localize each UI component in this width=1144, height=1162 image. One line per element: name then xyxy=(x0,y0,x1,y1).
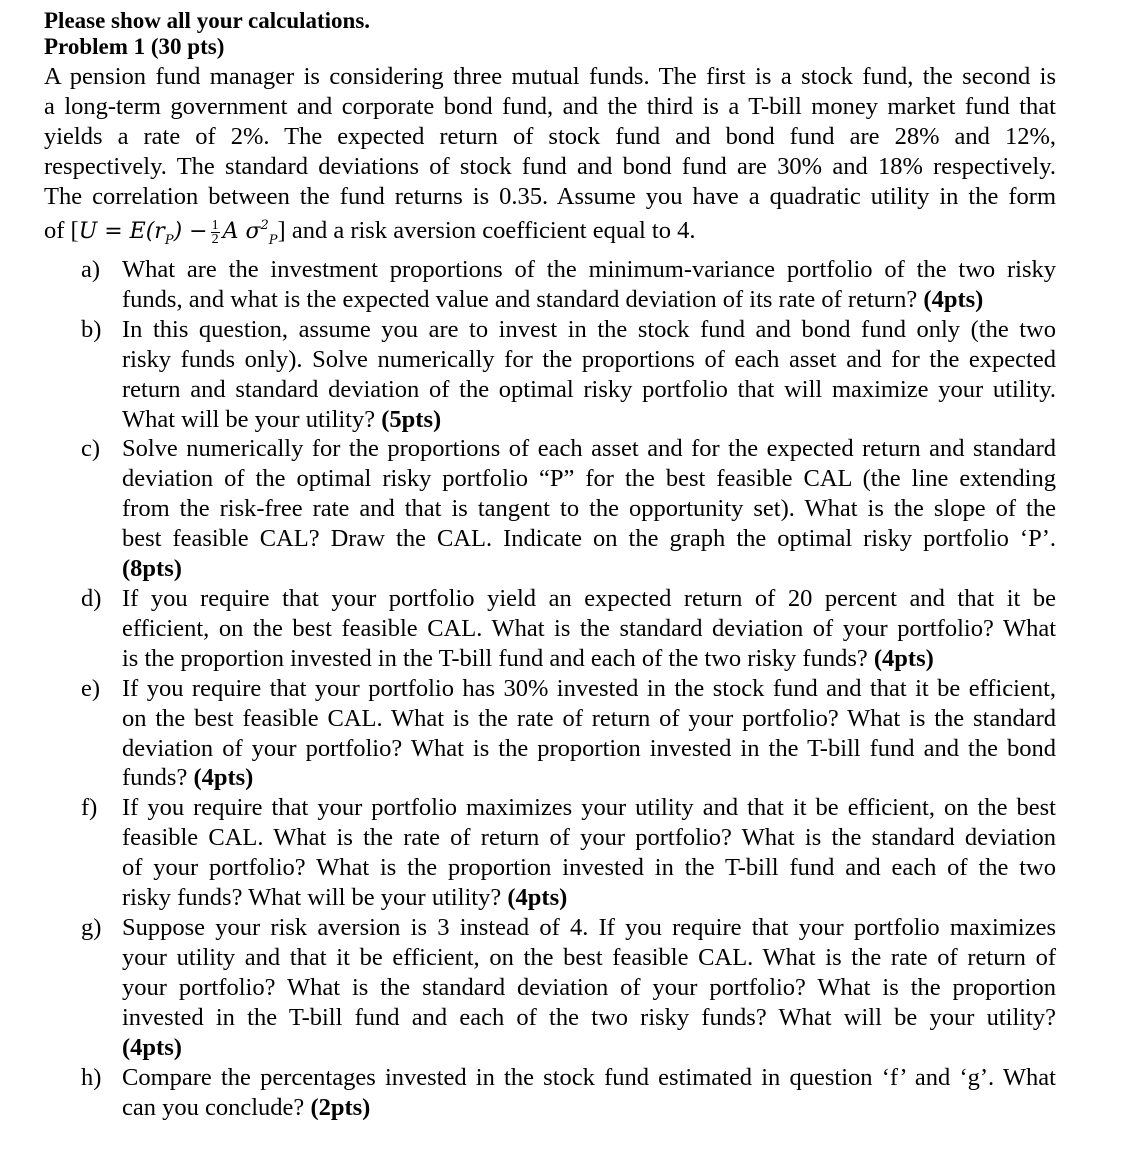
question-b-line: risky funds only). Solve numerically for the proportions of each asset and for the expected xyxy=(122,346,1056,373)
problem-title: Problem 1 (30 pts) xyxy=(44,34,225,59)
question-f-points: (4pts) xyxy=(507,884,568,911)
question-f-line: If you require that your portfolio maximizes your utility and that it be efficient, on the best xyxy=(122,794,1056,821)
question-c-line xyxy=(122,554,1056,584)
question-f-letter: f) xyxy=(81,794,98,821)
question-g-line xyxy=(122,1033,1056,1063)
question-f-line: risky funds? What will be your utility? (4pts) xyxy=(122,884,568,911)
question-d-line: efficient, on the best feasible CAL. What is the standard deviation of your portfolio? What xyxy=(122,615,1056,642)
question-a-line: funds, and what is the expected value and standard deviation of its rate of return? (4pts) xyxy=(122,286,984,313)
formula-rparen: ) − xyxy=(173,219,208,244)
fraction-denominator: 2 xyxy=(211,231,219,247)
formula-rhs: A σ xyxy=(222,219,261,244)
question-b-points: (5pts) xyxy=(381,406,442,433)
question-g-line: Suppose your risk aversion is 3 instead of 4. If you require that your portfolio maximizes xyxy=(122,914,1056,941)
question-g-letter: g) xyxy=(81,914,102,941)
question-c-line: Solve numerically for the proportions of each asset and for the expected return and standard xyxy=(122,435,1056,462)
question-e-letter: e) xyxy=(81,675,101,702)
question-b-line: What will be your utility? (5pts) xyxy=(122,406,442,433)
intro-line: The correlation between the fund returns is 0.35. Assume you have a quadratic utility in the form xyxy=(44,183,1056,210)
question-h-letter: h) xyxy=(81,1064,102,1091)
formula-lhs: U = E(r xyxy=(78,219,165,244)
question-c-letter: c) xyxy=(81,435,101,462)
question-g-line: your portfolio? What is the standard deviation of your portfolio? What is the proportion xyxy=(122,974,1056,1001)
formula-prefix: of [ xyxy=(44,217,79,244)
formula-subscript: P xyxy=(164,232,174,248)
question-d-points: (4pts) xyxy=(873,645,934,672)
question-h-line: can you conclude? (2pts) xyxy=(122,1094,371,1121)
question-g-points: (4pts) xyxy=(122,1034,182,1061)
question-g-line: invested in the T-bill fund and each of the two risky funds? What will be your utility? xyxy=(122,1004,1056,1031)
question-c-points: (8pts) xyxy=(122,555,182,582)
question-e-line: deviation of your portfolio? What is the proportion invested in the T-bill fund and the bond xyxy=(122,735,1056,762)
fraction-numerator: 1 xyxy=(211,217,219,233)
question-h-line: Compare the percentages invested in the stock fund estimated in question ‘f’ and ‘g’. What xyxy=(122,1064,1056,1091)
formula-subscript: P xyxy=(268,232,278,248)
question-e-points: (4pts) xyxy=(193,764,254,791)
intro-line: respectively. The standard deviations of stock fund and bond fund are 30% and 18% respectively. xyxy=(44,153,1056,180)
question-e-line: funds? (4pts) xyxy=(122,764,254,791)
question-a-letter: a) xyxy=(81,256,101,283)
formula-square: 2 xyxy=(260,217,269,233)
formula-suffix: ] and a risk aversion coefficient equal to 4. xyxy=(277,217,696,244)
question-c-line: deviation of the optimal risky portfolio “P” for the best feasible CAL (the line extending xyxy=(122,465,1056,492)
instruction-text: Please show all your calculations. xyxy=(44,8,371,33)
question-a-points: (4pts) xyxy=(923,286,984,313)
question-d-letter: d) xyxy=(81,585,102,612)
question-b-letter: b) xyxy=(81,316,102,343)
intro-line: a long-term government and corporate bond fund, and the third is a T-bill money market fund that xyxy=(44,93,1056,120)
question-b-line: In this question, assume you are to invest in the stock fund and bond fund only (the two xyxy=(122,316,1056,343)
question-d-line: is the proportion invested in the T-bill fund and each of the two risky funds? (4pts) xyxy=(122,645,934,672)
question-e-line: on the best feasible CAL. What is the rate of return of your portfolio? What is the standard xyxy=(122,705,1056,732)
intro-line: A pension fund manager is considering three mutual funds. The first is a stock fund, the second is xyxy=(44,63,1056,90)
question-a-line: What are the investment proportions of the minimum-variance portfolio of the two risky xyxy=(122,256,1056,283)
question-f-line: of your portfolio? What is the proportion invested in the T-bill fund and each of the two xyxy=(122,854,1056,881)
question-c-line: from the risk-free rate and that is tangent to the opportunity set). What is the slope of the xyxy=(122,495,1056,522)
question-f-line: feasible CAL. What is the rate of return of your portfolio? What is the standard deviation xyxy=(122,824,1056,851)
question-b-line: return and standard deviation of the optimal risky portfolio that will maximize your utility. xyxy=(122,376,1056,403)
question-c-line: best feasible CAL? Draw the CAL. Indicate on the graph the optimal risky portfolio ‘P’. xyxy=(122,525,1056,552)
question-h-points: (2pts) xyxy=(310,1094,371,1121)
question-g-line: your utility and that it be efficient, on the best feasible CAL. What is the rate of return of xyxy=(122,944,1056,971)
one-half-fraction xyxy=(211,219,220,246)
utility-formula-line xyxy=(44,216,1056,247)
question-d-line: If you require that your portfolio yield an expected return of 20 percent and that it be xyxy=(122,585,1056,612)
question-e-line: If you require that your portfolio has 30% invested in the stock fund and that it be efficient, xyxy=(122,675,1056,702)
intro-line: yields a rate of 2%. The expected return of stock fund and bond fund are 28% and 12%, xyxy=(44,123,1056,150)
